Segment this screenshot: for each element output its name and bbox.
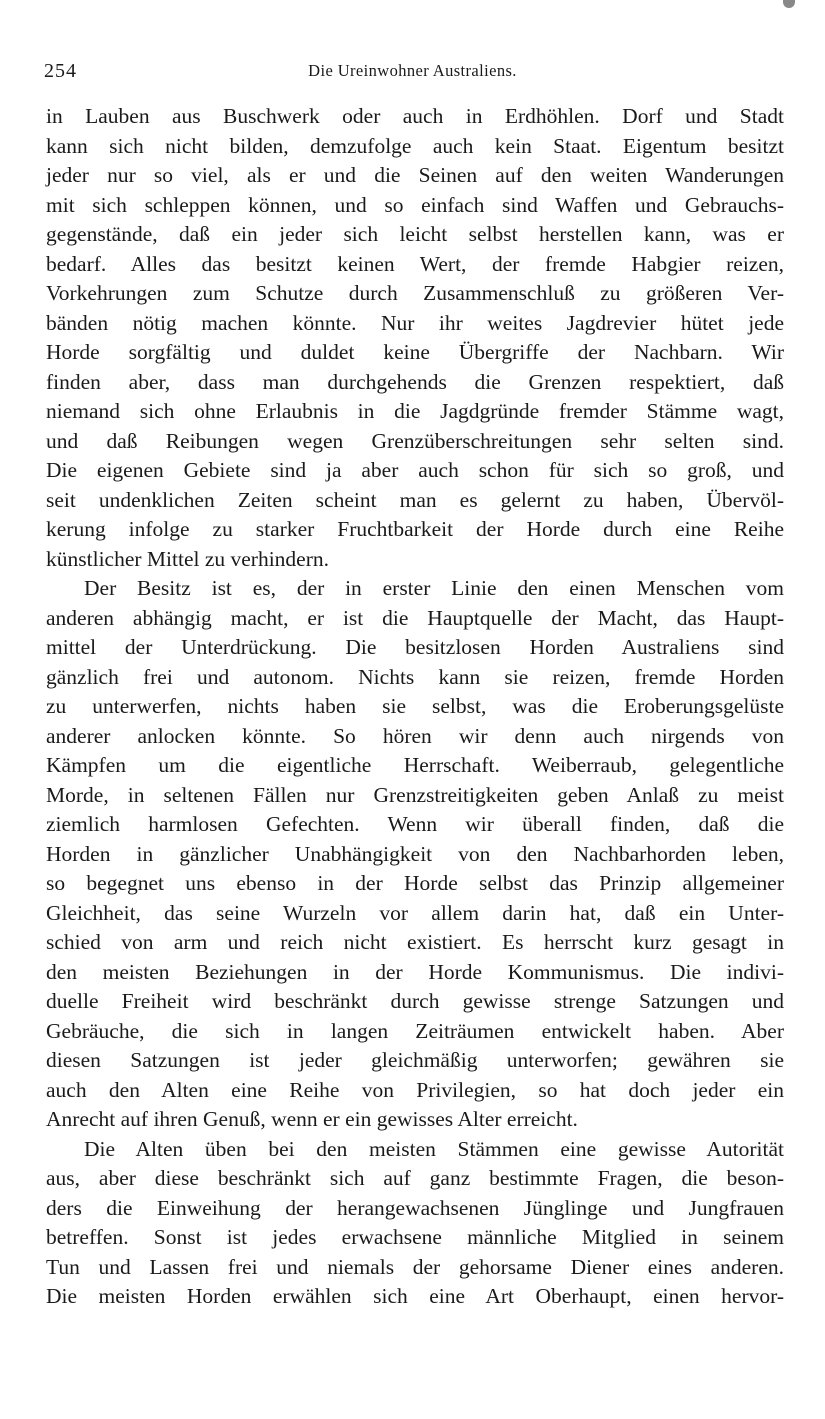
text-line: so begegnet uns ebenso in der Horde selbst das Prinzip allgemeiner bbox=[46, 871, 784, 895]
paragraph bbox=[46, 574, 784, 1135]
text-line: auch den Alten eine Reihe von Privilegien, so hat doch jeder ein bbox=[46, 1077, 784, 1102]
text-line: künstlicher Mittel zu verhindern. bbox=[46, 546, 330, 571]
text-line: gegenstände, daß ein jeder sich leicht selbst herstellen kann, was er bbox=[46, 222, 784, 246]
text-line: Morde, in seltenen Fällen nur Grenzstreitigkeiten geben Anlaß zu meist bbox=[46, 782, 784, 807]
text-line: duelle Freiheit wird beschränkt durch gewisse strenge Satzungen und bbox=[46, 989, 784, 1013]
text-line: Anrecht auf ihren Genuß, wenn er ein gewisses Alter erreicht. bbox=[46, 1107, 578, 1131]
body-text bbox=[46, 102, 784, 1312]
text-line: Die eigenen Gebiete sind ja aber auch schon für sich so groß, und bbox=[46, 458, 784, 482]
text-line: ders die Einweihung der herangewachsenen Jünglinge und Jungfrauen bbox=[46, 1195, 784, 1220]
text-line: anderer anlocken könnte. So hören wir denn auch nirgends von bbox=[46, 723, 784, 748]
scan-corner-mark bbox=[783, 0, 795, 8]
text-line: ziemlich harmlosen Gefechten. Wenn wir überall finden, daß die bbox=[46, 812, 784, 836]
text-line: Die meisten Horden erwählen sich eine Art Oberhaupt, einen hervor- bbox=[46, 1284, 784, 1308]
paragraph bbox=[46, 102, 784, 574]
text-line: diesen Satzungen ist jeder gleichmäßig unterworfen; gewähren sie bbox=[46, 1048, 784, 1072]
text-line: Die Alten üben bei den meisten Stämmen eine gewisse Autorität bbox=[84, 1136, 784, 1161]
text-line: betreffen. Sonst ist jedes erwachsene männliche Mitglied in seinem bbox=[46, 1225, 784, 1249]
text-line: bedarf. Alles das besitzt keinen Wert, der fremde Habgier reizen, bbox=[46, 251, 784, 276]
text-line: den meisten Beziehungen in der Horde Kommunismus. Die indivi- bbox=[46, 959, 784, 984]
text-line: Der Besitz ist es, der in erster Linie den einen Menschen vom bbox=[84, 576, 784, 600]
text-line: zu unterwerfen, nichts haben sie selbst, was die Eroberungsgelüste bbox=[46, 694, 784, 718]
text-line: jeder nur so viel, als er und die Seinen auf den weiten Wanderungen bbox=[46, 163, 784, 187]
text-line: bänden nötig machen könnte. Nur ihr weites Jagdrevier hütet jede bbox=[46, 310, 784, 335]
paragraph bbox=[46, 1135, 784, 1312]
page-number: 254 bbox=[44, 60, 77, 82]
text-line: kerung infolge zu starker Fruchtbarkeit der Horde durch eine Reihe bbox=[46, 517, 784, 541]
text-line: Horden in gänzlicher Unabhängigkeit von den Nachbarhorden leben, bbox=[46, 841, 784, 866]
text-line: Gleichheit, das seine Wurzeln vor allem darin hat, daß ein Unter- bbox=[46, 900, 784, 925]
text-line: in Lauben aus Buschwerk oder auch in Erdhöhlen. Dorf und Stadt bbox=[46, 104, 784, 128]
text-line: gänzlich frei und autonom. Nichts kann sie reizen, fremde Horden bbox=[46, 664, 784, 689]
text-line: aus, aber diese beschränkt sich auf ganz bestimmte Fragen, die beson- bbox=[46, 1166, 784, 1190]
running-title: Die Ureinwohner Australiens. bbox=[308, 61, 517, 80]
text-line: Gebräuche, die sich in langen Zeiträumen entwickelt haben. Aber bbox=[46, 1018, 784, 1043]
text-line: Tun und Lassen frei und niemals der gehorsame Diener eines anderen. bbox=[46, 1254, 784, 1279]
text-line: kann sich nicht bilden, demzufolge auch kein Staat. Eigentum besitzt bbox=[46, 133, 784, 158]
text-line: niemand sich ohne Erlaubnis in die Jagdgründe fremder Stämme wagt, bbox=[46, 399, 784, 423]
text-line: Vorkehrungen zum Schutze durch Zusammenschluß zu größeren Ver- bbox=[46, 281, 784, 305]
text-line: und daß Reibungen wegen Grenzüberschreitungen sehr selten sind. bbox=[46, 428, 784, 453]
text-line: seit undenklichen Zeiten scheint man es gelernt zu haben, Übervöl- bbox=[46, 487, 784, 512]
text-line: schied von arm und reich nicht existiert. Es herrscht kurz gesagt in bbox=[46, 930, 784, 954]
text-line: finden aber, dass man durchgehends die Grenzen respektiert, daß bbox=[46, 369, 784, 394]
text-line: anderen abhängig macht, er ist die Hauptquelle der Macht, das Haupt- bbox=[46, 605, 784, 630]
text-line: Kämpfen um die eigentliche Herrschaft. Weiberraub, gelegentliche bbox=[46, 753, 784, 777]
text-line: Horde sorgfältig und duldet keine Übergriffe der Nachbarn. Wir bbox=[46, 340, 784, 364]
text-line: mittel der Unterdrückung. Die besitzlosen Horden Australiens sind bbox=[46, 635, 784, 659]
text-line: mit sich schleppen können, und so einfach sind Waffen und Gebrauchs- bbox=[46, 192, 784, 217]
